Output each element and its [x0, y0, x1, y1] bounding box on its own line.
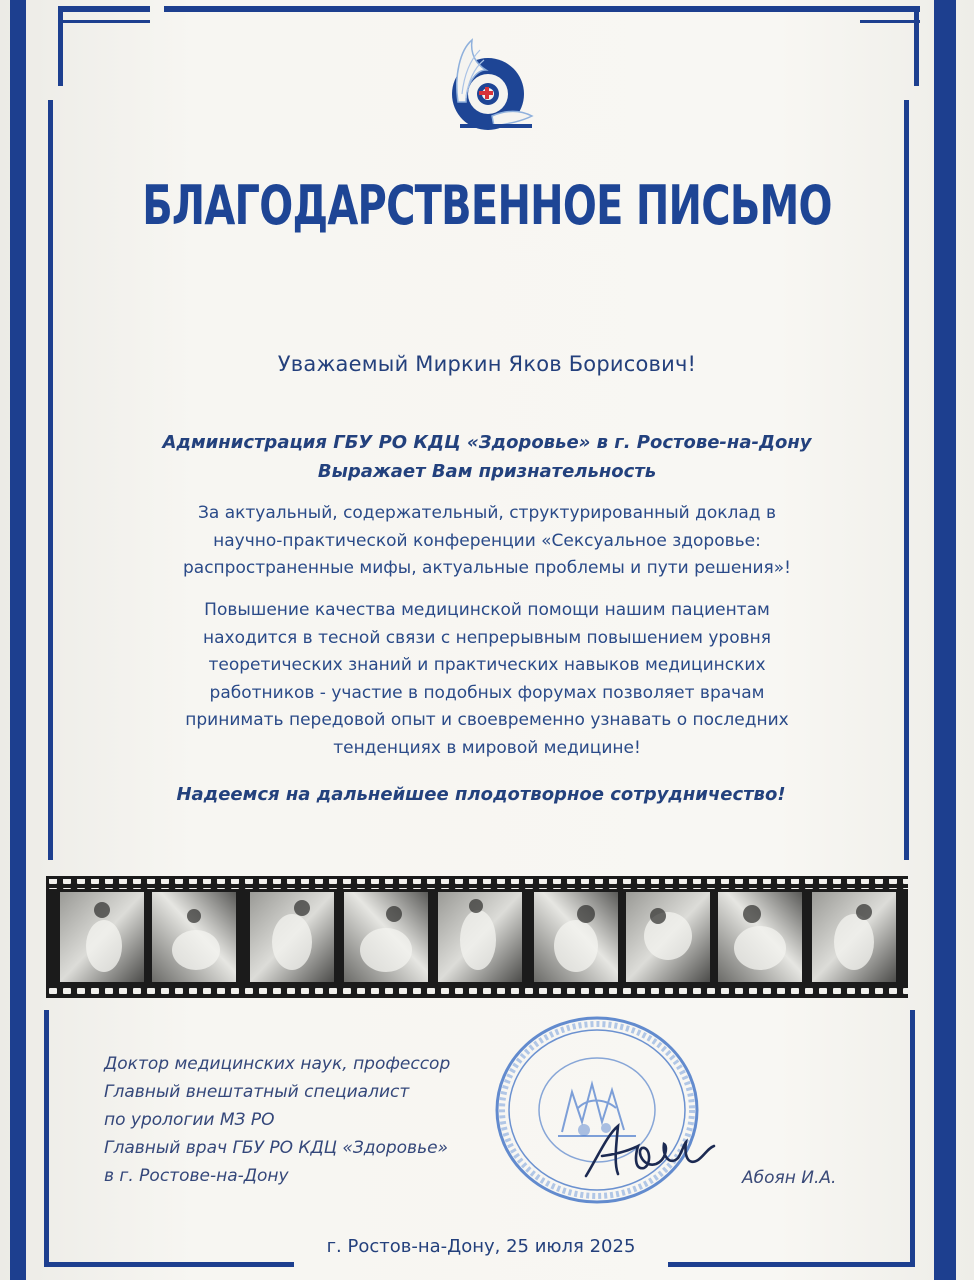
- administration-statement: [0, 428, 974, 486]
- paragraph-line: находится в тесной связи с непрерывным повышением уровня: [203, 627, 771, 648]
- signer-name: Абоян И.А.: [742, 1168, 837, 1188]
- film-strip: [46, 876, 908, 998]
- frame-band-right: [934, 0, 956, 1280]
- admin-line-2: Выражает Вам признательность: [317, 461, 657, 482]
- signatory-line: Главный врач ГБУ РО КДЦ «Здоровье»: [104, 1138, 449, 1158]
- frame-right-outer: [914, 6, 919, 86]
- paragraph-line: Повышение качества медицинской помощи нашим пациентам: [204, 600, 770, 620]
- paragraph-line: За актуальный, содержательный, структурированный доклад в: [198, 503, 776, 523]
- paragraph-line: тенденциях в мировой медицине!: [333, 737, 641, 758]
- frame-left-outer: [58, 6, 63, 86]
- signatory-line: Доктор медицинских наук, профессор: [104, 1054, 451, 1074]
- frame-band-left: [10, 0, 26, 1280]
- handwritten-signature: [578, 1116, 718, 1186]
- signatory-line: Главный внештатный специалист: [104, 1082, 410, 1102]
- signatory-titles: [104, 1050, 524, 1190]
- greeting: Уважаемый Миркин Яков Борисович!: [277, 352, 697, 376]
- paragraph-line: распространенные мифы, актуальные проблемы и пути решения»!: [182, 558, 791, 578]
- paragraph-report: [130, 500, 844, 583]
- signatory-line: в г. Ростове-на-Дону: [104, 1166, 289, 1186]
- document-title: БЛАГОДАРСТВЕННОЕ ПИСЬМО: [142, 174, 832, 237]
- admin-line-1: Администрация ГБУ РО КДЦ «Здоровье» в г. Ростове-на-Дону: [162, 432, 812, 453]
- closing-line: Надеемся на дальнейшее плодотворное сотрудничество!: [176, 784, 786, 805]
- paragraph-line: принимать передовой опыт и своевременно узнавать о последних: [185, 710, 789, 730]
- frame-top-left: [58, 6, 150, 12]
- frame-right-lower: [910, 1010, 915, 1266]
- frame-bottom-right: [668, 1262, 915, 1267]
- winged-medical-emblem-icon: [436, 36, 536, 140]
- frame-top-inner-right: [860, 20, 920, 23]
- paragraph-line: теоретических знаний и практических навыков медицинских: [208, 655, 766, 675]
- paragraph-line: научно-практической конференции «Сексуальное здоровье:: [213, 530, 761, 551]
- frame-left-lower: [44, 1010, 49, 1266]
- film-strip-graphic: [46, 876, 908, 998]
- signatory-line: по урологии МЗ РО: [104, 1110, 275, 1130]
- paragraph-quality: [130, 597, 844, 762]
- frame-top-inner: [58, 20, 150, 23]
- frame-bottom-left: [44, 1262, 294, 1267]
- paragraph-line: работников - участие в подобных форумах позволяет врачам: [209, 682, 765, 703]
- place-and-date: г. Ростов-на-Дону, 25 июля 2025: [326, 1236, 636, 1257]
- frame-top-right: [164, 6, 920, 12]
